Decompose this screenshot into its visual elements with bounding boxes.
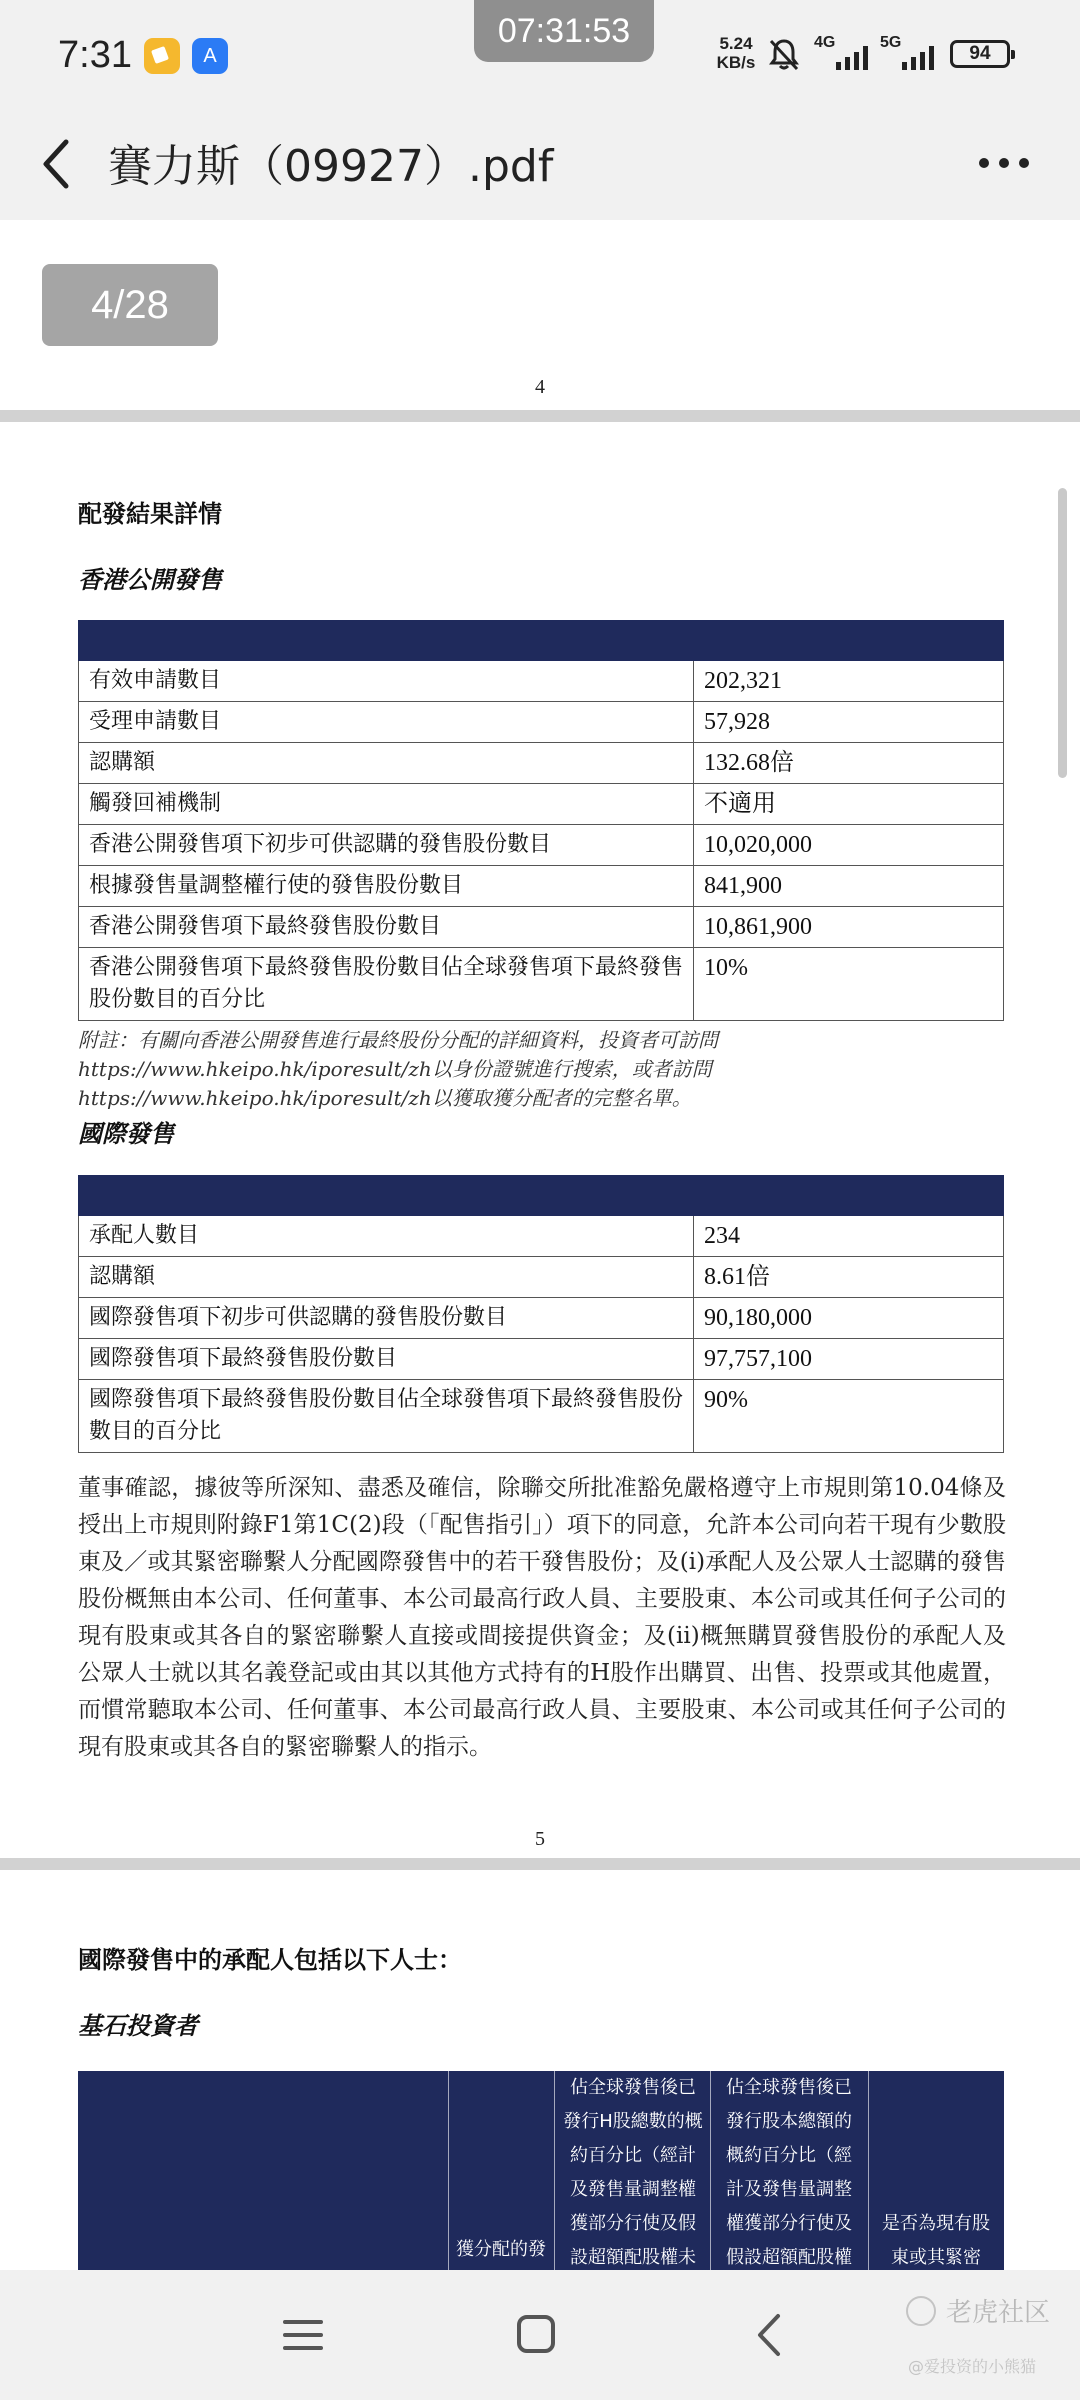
- screen-recording-clock: 07:31:53: [474, 0, 654, 62]
- column-divider: [868, 2071, 869, 2281]
- cornerstone-table: [78, 2071, 1004, 2281]
- row-value: 202,321: [694, 661, 1004, 702]
- page-number: 4: [535, 376, 545, 398]
- hk-offer-subheading: 香港公開發售: [78, 565, 222, 594]
- table-row: [79, 825, 1004, 866]
- intl-offer-table: [78, 1175, 1004, 1453]
- column-header: 佔全球發售後已發行H股總數的概約百分比（經計及發售量調整權獲部分行使及假設超額配股權未: [563, 2077, 703, 2268]
- hk-offer-table: [78, 620, 1004, 1021]
- table-row: [79, 1257, 1004, 1298]
- row-value: 8.61倍: [694, 1257, 1004, 1298]
- row-label: 國際發售項下最終發售股份數目: [79, 1339, 694, 1380]
- row-value: 10,861,900: [694, 907, 1004, 948]
- pdf-viewport[interactable]: [0, 220, 1080, 2270]
- watermark-text: 老虎社区: [946, 2298, 1051, 2328]
- page-indicator: 4/28: [42, 264, 218, 346]
- directors-confirmation-paragraph: 董事確認，據彼等所深知、盡悉及確信，除聯交所批准豁免嚴格遵守上市規則第10.04條及授出上市規則附錄F1第1C(2)段（「配售指引」）項下的同意，允許本公司向若干現有少數股東及／或其緊密聯繫人分配國際發售中的若干發售股份；及(i)承配人及公眾人士認購的發售股份概無由本公司、任何董事、本公司最高行政人員、主要股東、本公司或其任何子公司的現有股東或其各自的緊密聯繫人直接或間接提供資金；及(ii)概無購買發售股份的承配人及公眾人士就以其名義登記或由其以其他方式持有的H股作出購買、出售、投票或其他處置，而慣常聽取本公司、任何董事、本公司最高行政人員、主要股東、本公司或其任何子公司的現有股東或其各自的緊密聯繫人的指示。: [78, 1475, 1006, 1760]
- row-value: 57,928: [694, 702, 1004, 743]
- table-row: [79, 784, 1004, 825]
- allotment-results-heading: 配發結果詳情: [78, 499, 222, 528]
- navigation-bar: [0, 2270, 1080, 2400]
- status-time: 7:31: [58, 34, 132, 76]
- table-row: [79, 1380, 1004, 1453]
- page-number: 5: [535, 1828, 545, 1850]
- intl-offer-subheading: 國際發售: [78, 1119, 174, 1148]
- table-header-row: [79, 621, 1004, 661]
- column-divider: [554, 2071, 555, 2281]
- row-label: 香港公開發售項下最終發售股份數目佔全球發售項下最終發售股份數目的百分比: [79, 948, 694, 1021]
- table-row: [79, 948, 1004, 1021]
- table-row: [79, 866, 1004, 907]
- table-row: [79, 1339, 1004, 1380]
- table-header-row: [79, 1176, 1004, 1216]
- table-row: [79, 1216, 1004, 1257]
- row-value: 10,020,000: [694, 825, 1004, 866]
- network-speed-value: 5.24: [719, 34, 753, 53]
- row-label: 認購額: [79, 743, 694, 784]
- title-bar: [0, 108, 1080, 220]
- placees-heading: 國際發售中的承配人包括以下人士：: [78, 1945, 462, 1974]
- row-value: 90,180,000: [694, 1298, 1004, 1339]
- cornerstone-subheading: 基石投資者: [78, 2011, 198, 2040]
- row-label: 香港公開發售項下最終發售股份數目: [79, 907, 694, 948]
- table-row: [79, 907, 1004, 948]
- column-divider: [710, 2071, 711, 2281]
- table-row: [79, 661, 1004, 702]
- row-label: 國際發售項下最終發售股份數目佔全球發售項下最終發售股份數目的百分比: [79, 1380, 694, 1453]
- row-label: 觸發回補機制: [79, 784, 694, 825]
- hk-offer-note: 附註：有關向香港公開發售進行最終股份分配的詳細資料，投資者可訪問https://www.hkeipo.hk/iporesult/zh以身份證號進行搜索，或者訪問https://www.hkeipo.hk/iporesult/zh以獲取獲分配者的完整名單。: [78, 1028, 718, 1110]
- row-value: 132.68倍: [694, 743, 1004, 784]
- page-separator: [0, 410, 1080, 422]
- network-speed-unit: KB/s: [716, 53, 756, 72]
- row-value: 10%: [694, 948, 1004, 1021]
- row-value: 97,757,100: [694, 1339, 1004, 1380]
- row-label: 受理申請數目: [79, 702, 694, 743]
- row-label: 認購額: [79, 1257, 694, 1298]
- signal-5g-icon: [880, 34, 946, 74]
- table-row: [79, 743, 1004, 784]
- recent-apps-icon[interactable]: [282, 2316, 324, 2354]
- row-value: 234: [694, 1216, 1004, 1257]
- network-speed: [706, 34, 766, 72]
- table-row: [79, 702, 1004, 743]
- column-header: 佔全球發售後已發行股本總額的概約百分比（經計及發售量調整權獲部分行使及假設超額配股權: [726, 2077, 852, 2268]
- row-label: 國際發售項下初步可供認購的發售股份數目: [79, 1298, 694, 1339]
- home-icon[interactable]: [516, 2314, 556, 2354]
- row-value: 不適用: [694, 784, 1004, 825]
- signal-4g-label: 4G: [814, 34, 836, 51]
- column-header: 獲分配的發: [456, 2239, 546, 2260]
- row-label: 根據發售量調整權行使的發售股份數目: [79, 866, 694, 907]
- row-label: 承配人數目: [79, 1216, 694, 1257]
- document-title: 賽力斯（09927）.pdf: [108, 141, 554, 192]
- back-arrow-icon[interactable]: [34, 134, 78, 194]
- more-options-icon[interactable]: [976, 148, 1032, 178]
- row-value: 90%: [694, 1380, 1004, 1453]
- watermark-logo-icon: [906, 2296, 936, 2326]
- row-label: 有效申請數目: [79, 661, 694, 702]
- scrollbar-thumb[interactable]: [1058, 488, 1067, 778]
- table-row: [79, 1298, 1004, 1339]
- signal-5g-label: 5G: [880, 34, 902, 51]
- notes-app-icon: [144, 38, 180, 74]
- signal-4g-icon: [814, 34, 880, 74]
- watermark-author: @爱投资的小熊猫: [908, 2357, 1037, 2376]
- bell-muted-icon: [766, 36, 802, 72]
- page-separator: [0, 1858, 1080, 1870]
- app-store-icon: A: [192, 38, 228, 74]
- status-bar: [0, 0, 1080, 108]
- row-label: 香港公開發售項下初步可供認購的發售股份數目: [79, 825, 694, 866]
- nav-back-icon[interactable]: [754, 2312, 784, 2358]
- battery-indicator: 94: [950, 40, 1010, 68]
- column-header: 是否為現有股東或其緊密: [882, 2213, 990, 2268]
- row-value: 841,900: [694, 866, 1004, 907]
